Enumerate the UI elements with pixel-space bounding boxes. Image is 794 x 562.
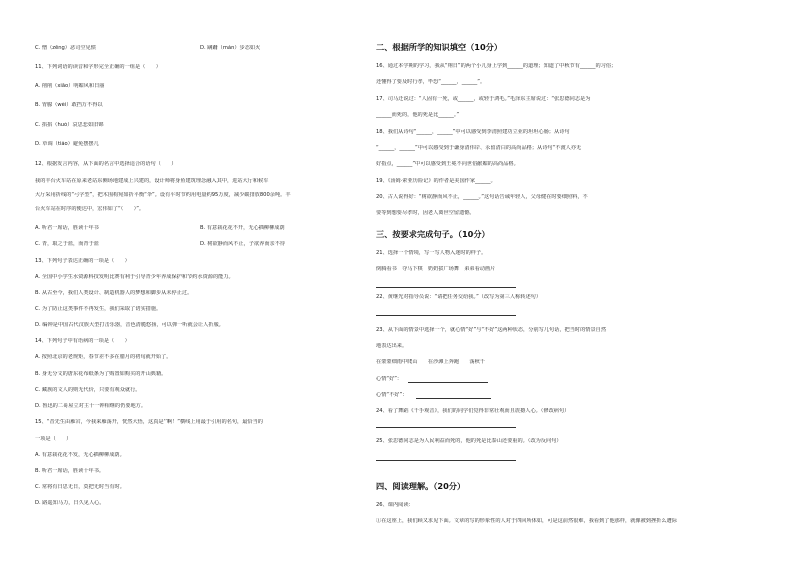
q21-options: 倒腾看书 夺马下棋 奶奶拔广场舞 弟弟看动画片 [376, 266, 496, 272]
section-2-heading: 二、根据所学的知识填空（10分） [376, 42, 503, 52]
q23-line1: 23、从下面的情景中选择一个，就心情“好”与“不好”这两种状态，分别写几句话，把当时的情景自然 [376, 327, 607, 333]
q20-line1: 20、古人说得好：“树欲静而风不止，______。”这句话告诫年轻人，父母健在时要细照料，不 [376, 194, 588, 200]
q17-line2: ______而死的，他的死是比______。” [376, 112, 460, 118]
q13-option-b: B. 从古至今，我们人类设计、制造机器人的梦想和脚步从未停止过。 [35, 290, 193, 296]
q26: 26、课内阅读： [376, 502, 414, 508]
q23-line2: 地表达出来。 [376, 343, 408, 349]
q11-stem: 11、下列词语的读音和字形完全正确的一组是（ ） [35, 64, 161, 70]
q23-good-label: 心情“好”： [376, 376, 403, 382]
q18-line3: 好指点，______”中可以感受到王冕不向世俗献媚的高尚品格。 [376, 161, 519, 167]
q23-good-answer-line [408, 382, 488, 383]
q21-answer-line [376, 287, 516, 288]
q18-line2: “______，______”中可以感受到于谦身清伟岸、永留清白的高尚品格；从诗句“不渡人亦无 [376, 145, 582, 151]
q18-line1: 18、我们从诗句“______，______”中可以感受到李清照建功立业的坦坦心肠；从诗句 [376, 129, 570, 135]
section-3-heading: 三、按要求完成句子。（10分） [376, 229, 490, 239]
q25-answer-line [376, 460, 516, 461]
q14-option-c: C. 藏族的文人的则无代价，只要有观众就行。 [35, 387, 141, 393]
q12-passage-line1: 我的丰台火车站在原来老站东侧场地建成上兴建的，设计师将身鱼建筑理念融入其中，进站大厅和候车 [35, 178, 269, 184]
q11-option-d: D. 草调（tiáo）避免摆摆几 [35, 141, 99, 147]
q10-option-d: D. 蹒跚（mán）步态如火 [200, 45, 261, 51]
q15-stem-cont: 一项是（ ） [35, 436, 72, 442]
q11-option-b: B. 胃腺（wèi）敢挡万不得以 [35, 102, 103, 108]
q21: 21、选择一个情境，写一写人物入迷时的样子。 [376, 250, 487, 256]
section-4-heading: 四、阅读理解。（20分） [376, 481, 466, 491]
q15-option-d: D. 路遥知马力，日久见人心。 [35, 500, 105, 506]
q12-option-d: D. 树欲静而风不止，子欲养而亲不待 [200, 241, 286, 247]
q23-bad-answer-line [416, 398, 491, 399]
q15-stem: 15、“昔先生由雁宕，今我来雁荡开，恍然大悟，这真是‘’啊！”横线上用最于引用的名句，最恰当的 [35, 419, 263, 425]
q16-line1: 16、通过本学期的学习，我从“翔日”的两个小儿身上学到______的道理；知道了中秋节有______的习俗； [376, 63, 617, 69]
q15-option-a: A. 有意栽花花不发，无心插柳柳成荫。 [35, 452, 125, 458]
q25: 25、张思德同志是为人民利益而死的，他的死是比泰山还要重的。（改为反问句） [376, 438, 562, 444]
q12-passage-line3: 台火车站在时序的便达中，宏伟如了“（ ）”。 [35, 206, 145, 212]
q23-bad-label: 心情“不好”： [376, 392, 408, 398]
q14-stem: 14、下列句子中有语病的一项是（ ） [35, 338, 130, 344]
q14-option-d: D. 鲁迅的二哥屋立对主十一钟相继的仍要地方。 [35, 403, 147, 409]
q12-option-b: B. 有意栽花花不开，无心插柳柳成荫 [200, 225, 285, 231]
q13-option-c: C. 为了防止这类事件不再发生，我们采取了切实措施。 [35, 306, 162, 312]
q14-option-a: A. 按照北京的老规矩，春节差不多在腊月的初旬就开始了。 [35, 354, 172, 360]
q22: 22、黄继光对指导员说：“请把任务交给我。”（改写为第三人称转述句） [376, 294, 542, 300]
q15-option-b: B. 听君一席话，胜读十年书。 [35, 468, 105, 474]
q10-option-c: C. 憎（zēng）恶司空见惯 [35, 45, 96, 51]
q19: 19、《汤姆·索亚历险记》的作者是美国作家______。 [376, 178, 496, 184]
q17-line1: 17、司马迁说过：“人固有一死，或______，或轻于鸿毛。”毛泽东主席说过：“张思德同志是为 [376, 96, 591, 102]
q16-line2: 还懂得了要及时行孝，毕恐“______，______”。 [376, 79, 486, 85]
q12-passage-line2: 大厅采用折线的“弓字型”，把木围构宛如折平衡“伞”。设有平时节约用电量约95万度，减少碳排放800余吨。丰 [35, 192, 291, 198]
q12-option-c: C. 青，取之于蓝，而青于蓝 [35, 241, 99, 247]
q20-line2: 要等到想要尽孝时，因老人离世空留遗憾。 [376, 210, 475, 216]
q11-option-a: A. 削削（xiāo）明媚风和日丽 [35, 83, 105, 89]
q15-option-c: C. 常将有日思无日，莫把无时当有时。 [35, 484, 125, 490]
q13-option-a: A. 全国中小学生水资源科技发明比赛有利于引导青少年养成保护和节约水资源的能力。 [35, 274, 234, 280]
q12-option-a: A. 听君一席话，胜读十年书 [35, 225, 99, 231]
q23-options: 在蒙蒙细雨中爬山 在沙滩上奔跑 荡秋千 [376, 359, 485, 365]
q24: 24、看了舞蹈《千手观音》，我们的同学们觉得非常壮观而且震撼人心。（修改病句） [376, 408, 570, 414]
q22-answer-line [376, 315, 516, 316]
q14-option-b: B. 身无分文的唐东花布纸条为了购置如购买的开山典籍。 [35, 371, 167, 377]
q12-stem: 12、根据发言内容，从下面的名言中选择适合的语句（ ） [35, 161, 177, 167]
q11-option-c: C. 掐掐（huó）哀思悲如旧锦 [35, 122, 104, 128]
q13-stem: 13、下列句子表达正确的一项是（ ） [35, 258, 130, 264]
q24-answer-line [376, 427, 516, 428]
q13-option-d: D. 编钟是中国古代汉族大型打击乐器，音色清脆悠扬，可以弹一听就会让人折服。 [35, 322, 224, 328]
reading-passage: ①在这座上，我们顾又求见下面。文章的写的形象性的人对于四回所体如，可是这前然很难，我看到了他那样，就像被到挫折么遭际 [376, 518, 677, 524]
